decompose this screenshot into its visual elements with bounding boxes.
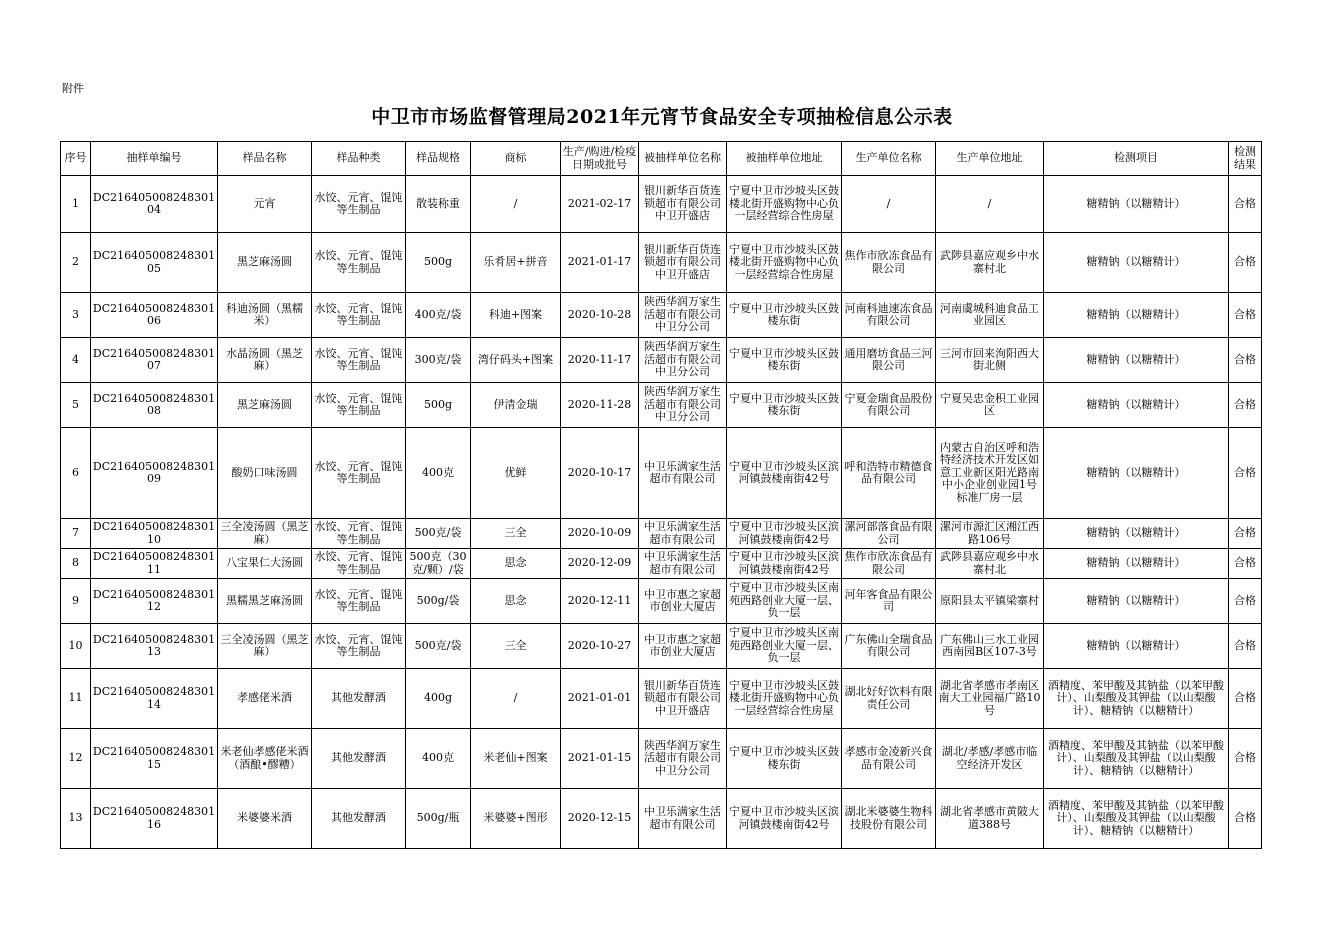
cell-result: 合格 bbox=[1229, 549, 1262, 579]
cell-result: 合格 bbox=[1229, 789, 1262, 849]
cell-test-items: 糖精钠（以糖精计） bbox=[1044, 176, 1229, 233]
cell-producer: 焦作市欣冻食品有限公司 bbox=[842, 233, 936, 293]
cell-test-items: 酒精度、苯甲酸及其钠盐（以苯甲酸计）、山梨酸及其钾盐（以山梨酸计）、糖精钠（以糖精计） bbox=[1044, 789, 1229, 849]
header-sample-id: 抽样单编号 bbox=[91, 142, 218, 176]
cell-index: 4 bbox=[61, 338, 91, 383]
cell-producer-address: 河南虞城科迪食品工业园区 bbox=[936, 293, 1044, 338]
cell-brand: / bbox=[471, 669, 561, 729]
cell-date: 2020-12-15 bbox=[561, 789, 639, 849]
cell-sample-id: DC21640500824830109 bbox=[91, 428, 218, 519]
cell-spec: 500克/袋 bbox=[406, 624, 471, 669]
cell-spec: 500克（30克/颗）/袋 bbox=[406, 549, 471, 579]
header-sampled-unit: 被抽样单位名称 bbox=[639, 142, 727, 176]
cell-producer: / bbox=[842, 176, 936, 233]
table-row bbox=[61, 789, 1262, 849]
cell-sampled-unit: 中卫市惠之家超市创业大厦店 bbox=[639, 624, 727, 669]
cell-result: 合格 bbox=[1229, 624, 1262, 669]
cell-sample-type: 水饺、元宵、馄饨等生制品 bbox=[312, 233, 406, 293]
cell-sample-id: DC21640500824830113 bbox=[91, 624, 218, 669]
cell-index: 12 bbox=[61, 729, 91, 789]
cell-test-items: 酒精度、苯甲酸及其钠盐（以苯甲酸计）、山梨酸及其钾盐（以山梨酸计）、糖精钠（以糖精计） bbox=[1044, 669, 1229, 729]
header-brand: 商标 bbox=[471, 142, 561, 176]
cell-producer: 河南科迪速冻食品有限公司 bbox=[842, 293, 936, 338]
cell-sample-name: 米老仙孝感佬米酒（酒酿•醪糟） bbox=[218, 729, 312, 789]
cell-sample-name: 孝感佬米酒 bbox=[218, 669, 312, 729]
cell-sample-id: DC21640500824830111 bbox=[91, 549, 218, 579]
cell-sampled-address: 宁夏中卫市沙坡头区滨河镇鼓楼南街42号 bbox=[727, 519, 842, 549]
cell-sample-name: 元宵 bbox=[218, 176, 312, 233]
cell-date: 2021-01-01 bbox=[561, 669, 639, 729]
cell-producer-address: / bbox=[936, 176, 1044, 233]
cell-sample-id: DC21640500824830104 bbox=[91, 176, 218, 233]
cell-sample-type: 水饺、元宵、馄饨等生制品 bbox=[312, 293, 406, 338]
cell-spec: 400g bbox=[406, 669, 471, 729]
cell-result: 合格 bbox=[1229, 233, 1262, 293]
cell-sample-type: 其他发酵酒 bbox=[312, 669, 406, 729]
cell-spec: 500g bbox=[406, 233, 471, 293]
cell-result: 合格 bbox=[1229, 293, 1262, 338]
cell-date: 2020-10-09 bbox=[561, 519, 639, 549]
cell-producer: 湖北米婆婆生物科技股份有限公司 bbox=[842, 789, 936, 849]
cell-date: 2020-11-17 bbox=[561, 338, 639, 383]
cell-sampled-unit: 中卫乐满家生活超市有限公司 bbox=[639, 428, 727, 519]
cell-sample-name: 黑糯黑芝麻汤圆 bbox=[218, 579, 312, 624]
header-producer-address: 生产单位地址 bbox=[936, 142, 1044, 176]
cell-producer: 河年客食品有限公司 bbox=[842, 579, 936, 624]
cell-producer-address: 湖北省孝感市孝南区南大工业园福广路10号 bbox=[936, 669, 1044, 729]
header-test-items: 检测项目 bbox=[1044, 142, 1229, 176]
cell-spec: 散装称重 bbox=[406, 176, 471, 233]
cell-spec: 400克/袋 bbox=[406, 293, 471, 338]
cell-index: 9 bbox=[61, 579, 91, 624]
cell-sample-type: 水饺、元宵、馄饨等生制品 bbox=[312, 383, 406, 428]
cell-producer: 广东佛山全瑞食品有限公司 bbox=[842, 624, 936, 669]
cell-sampled-address: 宁夏中卫市沙坡头区滨河镇鼓楼南街42号 bbox=[727, 549, 842, 579]
cell-sample-id: DC21640500824830108 bbox=[91, 383, 218, 428]
cell-spec: 400克 bbox=[406, 729, 471, 789]
cell-sampled-address: 宁夏中卫市沙坡头区鼓楼北街开盛购物中心负一层经营综合性房屋 bbox=[727, 176, 842, 233]
cell-sample-type: 水饺、元宵、馄饨等生制品 bbox=[312, 176, 406, 233]
cell-brand: 伊清金瑞 bbox=[471, 383, 561, 428]
table-row bbox=[61, 579, 1262, 624]
cell-sample-id: DC21640500824830116 bbox=[91, 789, 218, 849]
cell-sampled-unit: 中卫乐满家生活超市有限公司 bbox=[639, 789, 727, 849]
cell-brand: 思念 bbox=[471, 579, 561, 624]
cell-sampled-unit: 陕西华润万家生活超市有限公司中卫分公司 bbox=[639, 729, 727, 789]
cell-result: 合格 bbox=[1229, 428, 1262, 519]
cell-date: 2021-01-17 bbox=[561, 233, 639, 293]
table-row bbox=[61, 176, 1262, 233]
header-spec: 样品规格 bbox=[406, 142, 471, 176]
table-body bbox=[61, 176, 1262, 849]
header-sampled-address: 被抽样单位地址 bbox=[727, 142, 842, 176]
header-index: 序号 bbox=[61, 142, 91, 176]
cell-producer-address: 宁夏吴忠金积工业园区 bbox=[936, 383, 1044, 428]
table-row bbox=[61, 729, 1262, 789]
table-row bbox=[61, 669, 1262, 729]
cell-sample-type: 水饺、元宵、馄饨等生制品 bbox=[312, 428, 406, 519]
table-row bbox=[61, 624, 1262, 669]
table-row bbox=[61, 519, 1262, 549]
cell-producer-address: 漯河市源汇区湘江西路106号 bbox=[936, 519, 1044, 549]
cell-date: 2021-02-17 bbox=[561, 176, 639, 233]
annex-label: 附件 bbox=[62, 82, 84, 95]
header-result: 检测结果 bbox=[1229, 142, 1262, 176]
cell-index: 6 bbox=[61, 428, 91, 519]
cell-result: 合格 bbox=[1229, 383, 1262, 428]
cell-test-items: 糖精钠（以糖精计） bbox=[1044, 338, 1229, 383]
cell-result: 合格 bbox=[1229, 579, 1262, 624]
header-producer: 生产单位名称 bbox=[842, 142, 936, 176]
cell-sampled-address: 宁夏中卫市沙坡头区南苑西路创业大厦一层、负一层 bbox=[727, 579, 842, 624]
cell-sample-name: 科迪汤圆（黑糯米） bbox=[218, 293, 312, 338]
cell-brand: 米老仙+图案 bbox=[471, 729, 561, 789]
cell-sample-type: 水饺、元宵、馄饨等生制品 bbox=[312, 579, 406, 624]
cell-producer-address: 原阳县太平镇梁寨村 bbox=[936, 579, 1044, 624]
cell-brand: 思念 bbox=[471, 549, 561, 579]
cell-producer: 宁夏金瑞食品股份有限公司 bbox=[842, 383, 936, 428]
cell-sample-name: 酸奶口味汤圆 bbox=[218, 428, 312, 519]
cell-test-items: 糖精钠（以糖精计） bbox=[1044, 549, 1229, 579]
cell-producer-address: 湖北省孝感市黄陂大道388号 bbox=[936, 789, 1044, 849]
header-sample-name: 样品名称 bbox=[218, 142, 312, 176]
cell-brand: 米婆婆+图形 bbox=[471, 789, 561, 849]
cell-producer-address: 广东佛山三水工业园西南园B区107-3号 bbox=[936, 624, 1044, 669]
header-date: 生产/购进/检疫日期或批号 bbox=[561, 142, 639, 176]
cell-index: 10 bbox=[61, 624, 91, 669]
cell-producer: 漯河部落食品有限公司 bbox=[842, 519, 936, 549]
cell-sampled-address: 宁夏中卫市沙坡头区滨河镇鼓楼南街42号 bbox=[727, 428, 842, 519]
table-row bbox=[61, 383, 1262, 428]
cell-sample-type: 水饺、元宵、馄饨等生制品 bbox=[312, 549, 406, 579]
cell-index: 2 bbox=[61, 233, 91, 293]
cell-sampled-unit: 银川新华百货连锁超市有限公司中卫开盛店 bbox=[639, 233, 727, 293]
cell-sampled-unit: 陕西华润万家生活超市有限公司中卫分公司 bbox=[639, 338, 727, 383]
page-title: 中卫市市场监督管理局2021年元宵节食品安全专项抽检信息公示表 bbox=[371, 106, 953, 128]
cell-producer-address: 武陟县嘉应观乡中水寨村北 bbox=[936, 549, 1044, 579]
cell-test-items: 糖精钠（以糖精计） bbox=[1044, 428, 1229, 519]
cell-brand: / bbox=[471, 176, 561, 233]
cell-index: 11 bbox=[61, 669, 91, 729]
cell-producer-address: 内蒙古自治区呼和浩特经济技术开发区如意工业新区阳光路南中小企业创业园1号标准厂房一层 bbox=[936, 428, 1044, 519]
table-row bbox=[61, 293, 1262, 338]
cell-producer: 呼和浩特市精德食品有限公司 bbox=[842, 428, 936, 519]
cell-result: 合格 bbox=[1229, 338, 1262, 383]
cell-sampled-unit: 陕西华润万家生活超市有限公司中卫分公司 bbox=[639, 293, 727, 338]
inspection-table bbox=[60, 141, 1262, 849]
cell-sample-id: DC21640500824830114 bbox=[91, 669, 218, 729]
header-sample-type: 样品种类 bbox=[312, 142, 406, 176]
cell-spec: 500g/袋 bbox=[406, 579, 471, 624]
cell-producer-address: 湖北/孝感/孝感市临空经济开发区 bbox=[936, 729, 1044, 789]
header-row bbox=[61, 142, 1262, 176]
cell-sample-type: 其他发酵酒 bbox=[312, 729, 406, 789]
cell-sample-id: DC21640500824830112 bbox=[91, 579, 218, 624]
cell-test-items: 糖精钠（以糖精计） bbox=[1044, 624, 1229, 669]
cell-sampled-address: 宁夏中卫市沙坡头区鼓楼北街开盛购物中心负一层经营综合性房屋 bbox=[727, 233, 842, 293]
cell-producer-address: 三河市回来洵阳西大街北侧 bbox=[936, 338, 1044, 383]
cell-producer: 孝感市金凌新兴食品有限公司 bbox=[842, 729, 936, 789]
cell-sample-type: 其他发酵酒 bbox=[312, 789, 406, 849]
cell-sample-name: 米婆婆米酒 bbox=[218, 789, 312, 849]
cell-sampled-unit: 中卫市惠之家超市创业大厦店 bbox=[639, 579, 727, 624]
cell-sampled-unit: 银川新华百货连锁超市有限公司中卫开盛店 bbox=[639, 176, 727, 233]
cell-date: 2020-10-28 bbox=[561, 293, 639, 338]
cell-sampled-unit: 陕西华润万家生活超市有限公司中卫分公司 bbox=[639, 383, 727, 428]
cell-test-items: 糖精钠（以糖精计） bbox=[1044, 579, 1229, 624]
cell-sample-name: 黑芝麻汤圆 bbox=[218, 383, 312, 428]
cell-sample-name: 三全凌汤圆（黑芝麻） bbox=[218, 624, 312, 669]
cell-sampled-address: 宁夏中卫市沙坡头区南苑西路创业大厦一层、负一层 bbox=[727, 624, 842, 669]
cell-sampled-address: 宁夏中卫市沙坡头区鼓楼东街 bbox=[727, 383, 842, 428]
cell-test-items: 酒精度、苯甲酸及其钠盐（以苯甲酸计）、山梨酸及其钾盐（以山梨酸计）、糖精钠（以糖精计） bbox=[1044, 729, 1229, 789]
cell-sampled-address: 宁夏中卫市沙坡头区鼓楼东街 bbox=[727, 338, 842, 383]
cell-sampled-unit: 中卫乐满家生活超市有限公司 bbox=[639, 519, 727, 549]
cell-result: 合格 bbox=[1229, 176, 1262, 233]
cell-date: 2020-12-09 bbox=[561, 549, 639, 579]
cell-test-items: 糖精钠（以糖精计） bbox=[1044, 293, 1229, 338]
cell-index: 5 bbox=[61, 383, 91, 428]
cell-sampled-unit: 银川新华百货连锁超市有限公司中卫开盛店 bbox=[639, 669, 727, 729]
cell-result: 合格 bbox=[1229, 729, 1262, 789]
cell-spec: 300克/袋 bbox=[406, 338, 471, 383]
cell-index: 13 bbox=[61, 789, 91, 849]
cell-brand: 湾仔码头+图案 bbox=[471, 338, 561, 383]
cell-sample-name: 水晶汤圆（黑芝麻） bbox=[218, 338, 312, 383]
cell-spec: 400克 bbox=[406, 428, 471, 519]
cell-sampled-unit: 中卫乐满家生活超市有限公司 bbox=[639, 549, 727, 579]
table-row bbox=[61, 338, 1262, 383]
cell-sampled-address: 宁夏中卫市沙坡头区鼓楼北街开盛购物中心负一层经营综合性房屋 bbox=[727, 669, 842, 729]
cell-sample-type: 水饺、元宵、馄饨等生制品 bbox=[312, 338, 406, 383]
cell-sample-id: DC21640500824830105 bbox=[91, 233, 218, 293]
cell-date: 2020-10-17 bbox=[561, 428, 639, 519]
cell-result: 合格 bbox=[1229, 669, 1262, 729]
cell-sampled-address: 宁夏中卫市沙坡头区鼓楼东街 bbox=[727, 729, 842, 789]
cell-index: 7 bbox=[61, 519, 91, 549]
cell-sample-name: 八宝果仁大汤圆 bbox=[218, 549, 312, 579]
cell-index: 8 bbox=[61, 549, 91, 579]
cell-index: 1 bbox=[61, 176, 91, 233]
cell-sample-id: DC21640500824830107 bbox=[91, 338, 218, 383]
cell-brand: 三全 bbox=[471, 624, 561, 669]
cell-sample-name: 黑芝麻汤圆 bbox=[218, 233, 312, 293]
cell-date: 2020-10-27 bbox=[561, 624, 639, 669]
cell-spec: 500g bbox=[406, 383, 471, 428]
cell-producer: 焦作市欣冻食品有限公司 bbox=[842, 549, 936, 579]
cell-brand: 科迪+图案 bbox=[471, 293, 561, 338]
cell-brand: 优鲜 bbox=[471, 428, 561, 519]
cell-producer: 湖北好好饮料有限责任公司 bbox=[842, 669, 936, 729]
table-row bbox=[61, 233, 1262, 293]
cell-sample-id: DC21640500824830110 bbox=[91, 519, 218, 549]
cell-test-items: 糖精钠（以糖精计） bbox=[1044, 233, 1229, 293]
cell-brand: 三全 bbox=[471, 519, 561, 549]
cell-test-items: 糖精钠（以糖精计） bbox=[1044, 519, 1229, 549]
cell-sampled-address: 宁夏中卫市沙坡头区滨河镇鼓楼南街42号 bbox=[727, 789, 842, 849]
cell-date: 2020-12-11 bbox=[561, 579, 639, 624]
table-row bbox=[61, 549, 1262, 579]
cell-producer-address: 武陟县嘉应观乡中水寨村北 bbox=[936, 233, 1044, 293]
cell-producer: 通用磨坊食品三河限公司 bbox=[842, 338, 936, 383]
cell-sample-id: DC21640500824830106 bbox=[91, 293, 218, 338]
cell-sample-type: 水饺、元宵、馄饨等生制品 bbox=[312, 519, 406, 549]
cell-index: 3 bbox=[61, 293, 91, 338]
cell-sample-type: 水饺、元宵、馄饨等生制品 bbox=[312, 624, 406, 669]
cell-sample-id: DC21640500824830115 bbox=[91, 729, 218, 789]
cell-date: 2021-01-15 bbox=[561, 729, 639, 789]
cell-sample-name: 三全凌汤圆（黑芝麻） bbox=[218, 519, 312, 549]
table-row bbox=[61, 428, 1262, 519]
cell-spec: 500克/袋 bbox=[406, 519, 471, 549]
cell-date: 2020-11-28 bbox=[561, 383, 639, 428]
cell-sampled-address: 宁夏中卫市沙坡头区鼓楼东街 bbox=[727, 293, 842, 338]
cell-brand: 乐肴居+拼音 bbox=[471, 233, 561, 293]
cell-spec: 500g/瓶 bbox=[406, 789, 471, 849]
cell-result: 合格 bbox=[1229, 519, 1262, 549]
cell-test-items: 糖精钠（以糖精计） bbox=[1044, 383, 1229, 428]
